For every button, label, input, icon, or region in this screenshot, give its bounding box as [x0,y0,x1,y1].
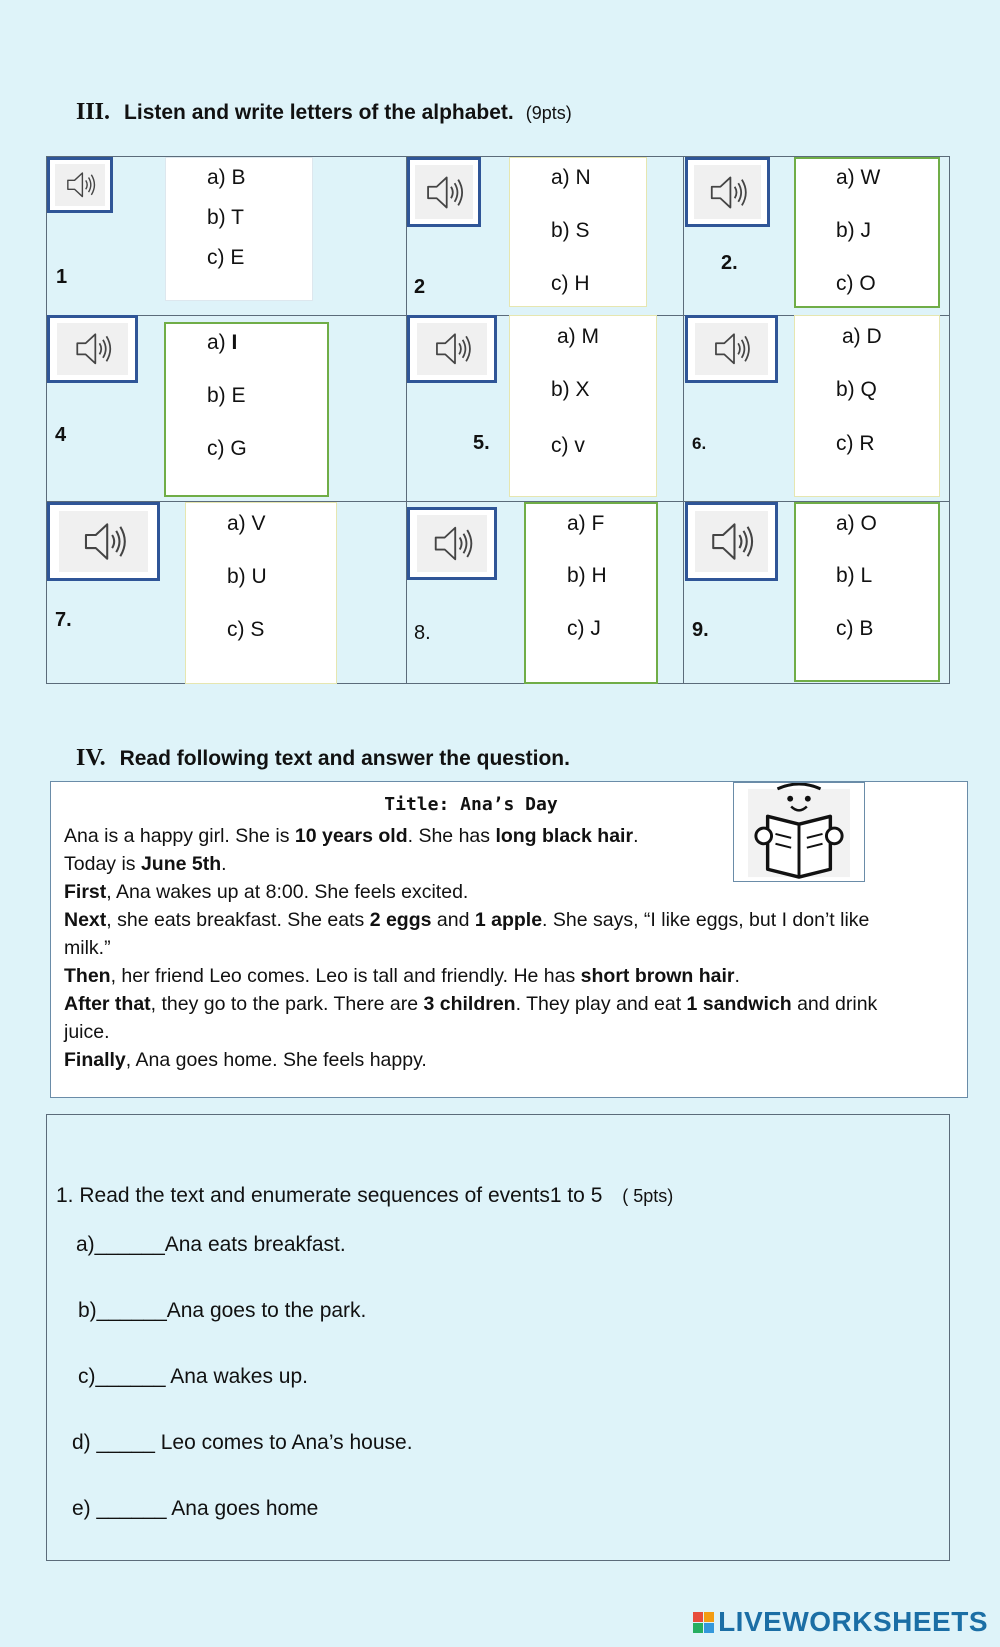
reading-line [64,906,953,934]
section-4-roman: IV. [76,745,106,771]
section-4-heading: Read following text and answer the question. [119,747,570,770]
item-7-option-a[interactable]: a) V [227,512,266,535]
audio-button-7[interactable] [47,502,160,581]
option-box-4 [164,322,329,497]
item-4-option-a-label: a) [207,331,226,354]
speaker-icon [701,171,754,214]
speaker-icon [60,168,100,202]
section-3-points: (9pts) [525,103,572,123]
reading-bold-text: 1 apple [474,909,543,931]
item-2-option-b[interactable]: b) S [551,219,590,242]
speaker-icon [421,171,467,214]
reading-text: . [221,853,227,875]
sequence-item-b[interactable]: b)______Ana goes to the park. [78,1299,367,1322]
reading-bold-text: long black hair [495,825,634,847]
reading-text: and [431,909,475,931]
item-3-number: 2. [721,252,738,274]
liveworksheets-logo [693,1606,988,1638]
reading-bold-text: short brown hair [580,965,735,987]
item-4-option-a[interactable] [207,331,237,355]
audio-button-8[interactable] [407,507,497,580]
item-2-option-a[interactable]: a) N [551,166,591,189]
item-8-number: 8. [414,622,431,644]
logo-square [704,1623,714,1633]
reading-bold-text: 1 sandwich [686,993,792,1015]
audio-button-9[interactable] [685,502,778,581]
liveworksheets-logo-icon [693,1612,714,1633]
reading-bold-text: Finally [64,1049,126,1071]
speaker-icon [68,517,140,566]
reading-bold-text: 3 children [423,993,516,1015]
question-1-points: ( 5pts) [622,1186,674,1206]
reading-bold-text: 10 years old [294,825,408,847]
item-7-number: 7. [55,609,72,631]
item-6-option-a[interactable]: a) D [842,325,882,348]
reading-text: . They play and eat [515,993,687,1015]
logo-square [693,1612,703,1622]
item-7-option-b[interactable]: b) U [227,565,267,588]
speaker-icon [64,328,121,370]
item-3-option-a[interactable]: a) W [836,166,881,189]
sequence-item-e[interactable]: e) ______ Ana goes home [72,1497,319,1520]
item-5-number: 5. [473,432,490,454]
reading-bold-text: After that [64,993,151,1015]
item-9-option-b[interactable]: b) L [836,564,873,587]
logo-square [693,1623,703,1633]
reading-text: and drink [791,993,878,1015]
item-8-option-b[interactable]: b) H [567,564,607,587]
speaker-icon [702,517,760,566]
item-1-option-c[interactable]: c) E [207,246,245,269]
section-3-roman: III. [76,99,111,125]
item-9-number: 9. [692,619,709,641]
item-4-option-c[interactable]: c) G [207,437,247,460]
reading-line [64,1046,953,1074]
logo-square [704,1612,714,1622]
audio-button-4[interactable] [47,315,138,383]
item-1-option-b[interactable]: b) T [207,206,244,229]
item-3-option-c[interactable]: c) O [836,272,876,295]
reading-line [64,934,953,962]
reading-text: , they go to the park. There are [150,993,424,1015]
reading-line [64,990,953,1018]
reading-line [64,962,953,990]
item-8-option-a[interactable]: a) F [567,512,605,535]
item-8-option-c[interactable]: c) J [567,617,601,640]
reading-text: . She has [407,825,496,847]
section-4-title [76,745,570,772]
reading-text: milk.” [64,937,111,959]
speaker-icon [424,521,480,566]
item-4-number: 4 [55,424,67,446]
audio-button-3[interactable] [685,157,770,227]
sequence-item-d[interactable]: d) _____ Leo comes to Ana’s house. [72,1431,413,1454]
item-4-option-b[interactable]: b) E [207,384,246,407]
item-6-option-c[interactable]: c) R [836,432,875,455]
reading-text: , Ana goes home. She feels happy. [125,1049,427,1071]
girl-reading-book-icon [734,783,864,881]
reading-illustration [733,782,865,882]
section-3-title [76,99,572,126]
item-4-option-a-letter: I [231,331,238,354]
item-2-option-c[interactable]: c) H [551,272,590,295]
question-box [46,1114,950,1561]
item-5-option-b[interactable]: b) X [551,378,590,401]
reading-text: . She says, “I like eggs, but I don’t like [542,909,870,931]
item-3-option-b[interactable]: b) J [836,219,872,242]
sequence-item-c[interactable]: c)______ Ana wakes up. [78,1365,308,1388]
item-7-option-c[interactable]: c) S [227,618,265,641]
reading-bold-text: 2 eggs [369,909,432,931]
reading-title: Title: Ana’s Day [384,794,558,815]
liveworksheets-logo-text: LIVEWORKSHEETS [718,1606,988,1637]
question-1-text: 1. Read the text and enumerate sequences of events1 to 5 [56,1184,603,1207]
question-1-prompt [56,1184,673,1208]
reading-bold-text: Next [64,909,107,931]
audio-button-6[interactable] [685,315,778,383]
reading-text: , Ana wakes up at 8:00. She feels excited. [106,881,469,903]
reading-text: Today is [64,853,141,875]
audio-button-5[interactable] [407,315,497,383]
section-3-heading: Listen and write letters of the alphabet. [124,101,514,124]
speaker-icon [424,328,480,370]
reading-text: , she eats breakfast. She eats [106,909,370,931]
item-5-option-a[interactable]: a) M [557,325,599,348]
audio-button-2[interactable] [407,157,481,227]
item-2-number: 2 [414,276,426,298]
reading-text: juice. [64,1021,110,1043]
item-6-number: 6. [692,434,707,453]
item-9-option-a[interactable]: a) O [836,512,877,535]
item-6-option-b[interactable]: b) Q [836,378,877,401]
item-5-option-c[interactable]: c) v [551,434,585,457]
reading-text: . [734,965,740,987]
reading-text: . [633,825,639,847]
reading-text: , her friend Leo comes. Leo is tall and friendly. He has [110,965,581,987]
item-1-option-a[interactable]: a) B [207,166,246,189]
reading-line [64,1018,953,1046]
speaker-icon [702,328,760,370]
reading-bold-text: Then [64,965,111,987]
sequence-item-a[interactable]: a)______Ana eats breakfast. [76,1233,346,1256]
reading-bold-text: June 5th [140,853,222,875]
item-1-number: 1 [56,266,68,288]
item-9-option-c[interactable]: c) B [836,617,874,640]
reading-bold-text: First [64,881,107,903]
audio-button-1[interactable] [47,157,113,213]
reading-text: Ana is a happy girl. She is [64,825,295,847]
